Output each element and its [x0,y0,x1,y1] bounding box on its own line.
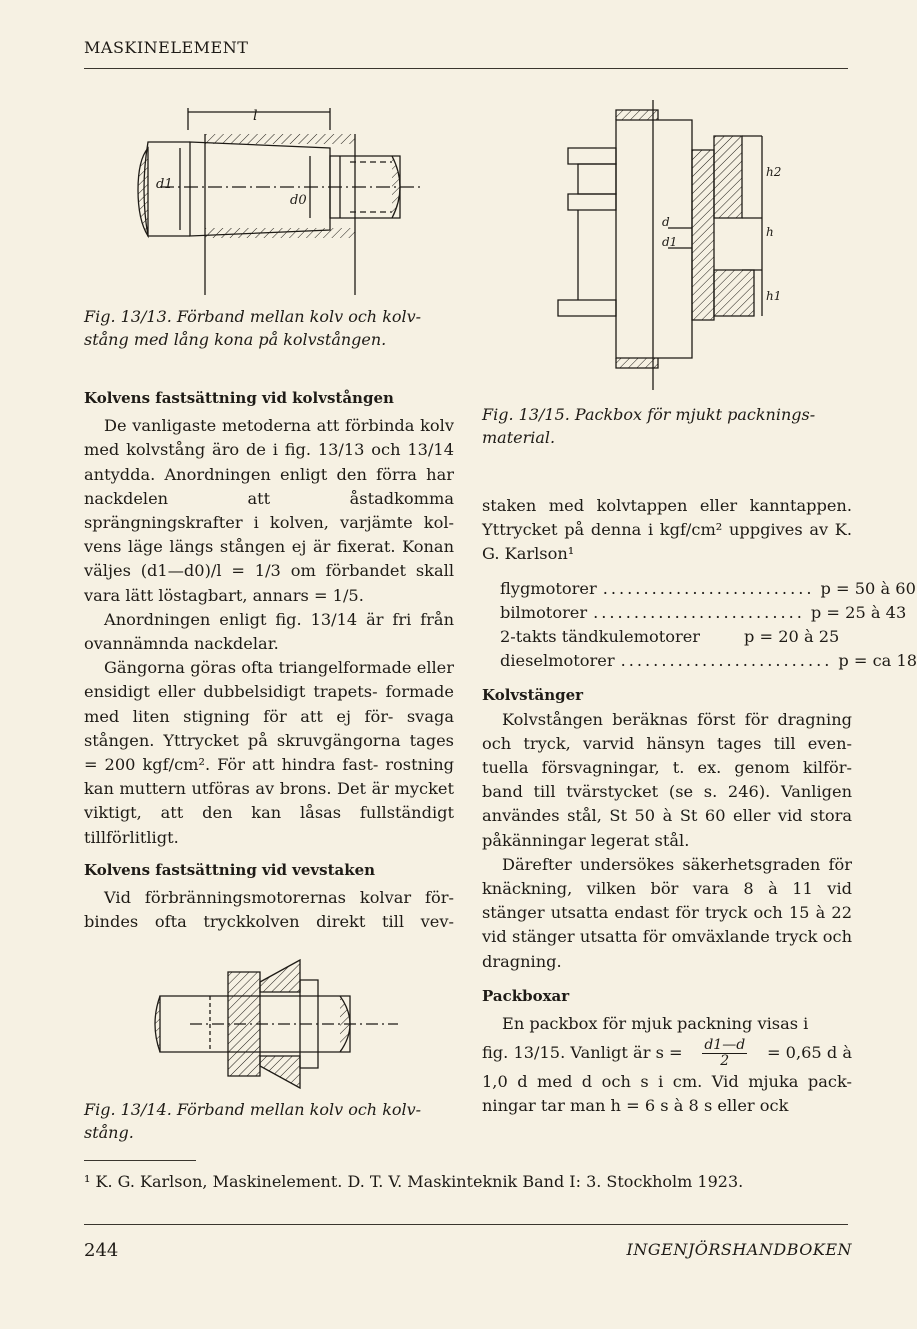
paragraph: 1,0 d med d och s i cm. Vid mjuka pack- ningar tar man h = 6 s à 8 s eller ock [482,1072,852,1116]
figure-13-14-caption: Fig. 13/14. Förband mellan kolv och kolv- stång. [84,1100,422,1142]
page-number: 244 [84,1240,119,1261]
section-heading: Packboxar [482,986,570,1005]
paragraph: Kolvstången beräknas först för dragning och tryck, varvid hänsyn tages till even- tuella försvagningar, t. ex. genom kilför- band till tvärstycket (se s. 246). Vanligen användes stål, St 50 à St 60 eller vid stora påkänningar legerat stål. [482,709,852,850]
pressure-list [500,577,917,674]
book-title: INGENJÖRSHANDBOKEN [626,1240,852,1259]
section-heading: Kolvens fastsättning vid vevstaken [84,860,376,879]
figure-13-14-drawing [150,952,400,1092]
fig13-label-d1: d1 [156,177,173,192]
figure-13-13-caption: Fig. 13/13. Förband mellan kolv och kolv- stång med lång kona på kolvstången. [84,307,422,349]
footnote: ¹ K. G. Karlson, Maskinelement. D. T. V. Maskinteknik Band I: 3. Stockholm 1923. [84,1172,744,1191]
fig13-label-d0: d0 [290,193,307,208]
fig15-label-d: d [662,215,670,229]
left-column [84,386,454,934]
section-heading: Kolvstänger [482,686,584,705]
fig15-label-d1: d1 [662,235,678,249]
list-item: bilmotorer .......................... p = 25 à 43 [500,602,907,622]
list-item: flygmotorer .......................... p = 50 à 60 [500,578,916,598]
paragraph: De vanligaste metoderna att förbinda kolv med kolvstång äro de i fig. 13/13 och 13/14 antydda. Anordningen enligt den förra har nackdelen att åstadkomma sprängningskrafter i kolven, varjämte kol- vens läge längs stången ej är fixerat. Konan väljes (d1—d0)/l = 1/3 om förbandet skall vara lätt löstagbart, annars = 1/5. [84,416,454,605]
fraction: $\frac{d1—d}{2}$ [704,1036,746,1069]
list-item: 2-takts tändkulemotorer p = 20 à 25 [500,627,840,647]
header-rule [84,68,848,69]
figure-13-15-caption: Fig. 13/15. Packbox för mjukt packnings- material. [482,405,816,447]
formula-line: fig. 13/15. Vanligt är s = $\frac{d1—d}{2}$ = 0,65 d à [482,1036,852,1069]
figure-13-13-drawing [130,100,430,295]
figure-13-15-drawing [548,100,788,395]
paragraph: Därefter undersökes säkerhetsgraden för knäckning, vilken bör vara 8 à 11 vid stänger utsatta endast för tryck och 15 à 22 vid stänger utsatta för omväxlande tryck och dragning. [482,854,852,971]
paragraph: staken med kolvtappen eller kanntappen. Yttrycket på denna i kgf/cm² uppgives av K. G. Karlson¹ [482,496,852,564]
fig15-label-h1: h1 [766,289,782,303]
fig15-label-h2: h2 [766,165,782,179]
right-column [482,494,917,1119]
section-heading: Kolvens fastsättning vid kolvstången [84,389,394,407]
paragraph: Gängorna göras ofta triangelformade eller ensidigt eller dubbelsidigt trapets- formade med liten stigning för att ej för- svaga stången. Yttrycket på skruvgängorna tages = 200 kgf/cm². För att hindra fast- rostning kan muttern utföras av brons. Det är mycket viktigt, att den kan låsas fullständigt tillförlitligt. [84,658,454,847]
list-item: dieselmotorer .......................... p = ca 18 [500,651,917,671]
running-header: MASKINELEMENT [84,38,249,57]
footnote-rule [84,1160,196,1161]
fig13-label-l: l [253,108,258,124]
paragraph: Vid förbränningsmotorernas kolvar för- bindes ofta tryckkolven direkt till vev- [84,888,454,932]
paragraph: En packbox för mjuk packning visas i [502,1014,809,1034]
footer-rule [84,1224,848,1225]
paragraph: Anordningen enligt fig. 13/14 är fri från ovannämnda nackdelar. [84,609,454,654]
fig15-label-h: h [766,225,774,239]
